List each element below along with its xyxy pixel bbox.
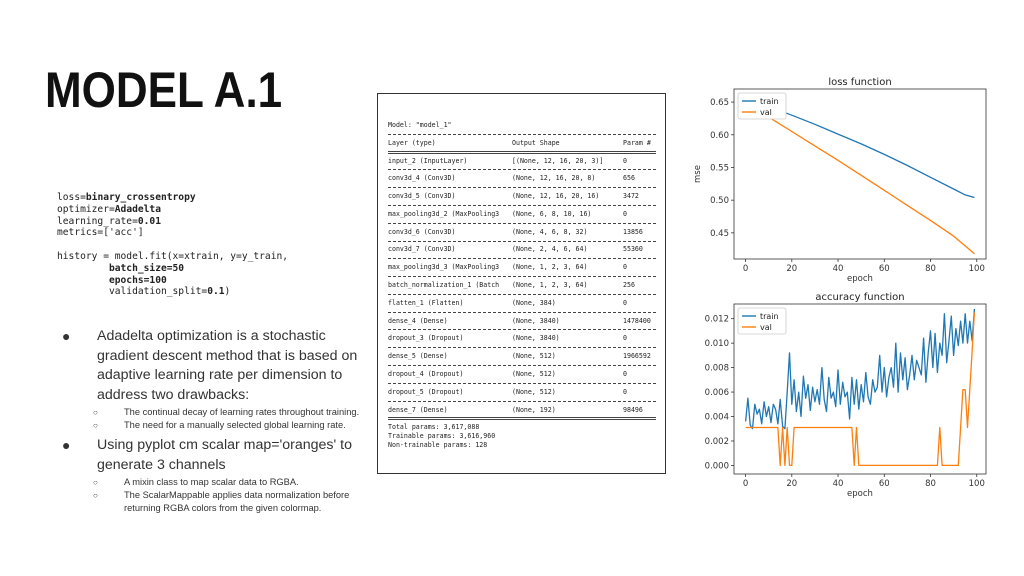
bullet-dot-icon: ● (62, 437, 71, 454)
x-tick-label: 100 (968, 479, 985, 489)
chart-legend (738, 308, 786, 334)
bullet-list (62, 327, 372, 519)
legend-label-train: train (760, 312, 779, 321)
y-tick-label: 0.55 (710, 163, 729, 174)
x-tick-label: 20 (786, 264, 798, 274)
header-output-shape: Output Shape (512, 138, 560, 147)
x-tick-label: 80 (925, 264, 936, 274)
total-params-text: Total params: 3,617,088 (388, 423, 480, 432)
layer-output-shape: (None, 6, 8, 10, 16) (512, 209, 592, 218)
layer-output-shape: (None, 1, 2, 3, 64) (512, 263, 588, 272)
model-name: Model: "model_1" (388, 121, 452, 129)
layer-name: dense_7 (Dense) (388, 405, 448, 414)
layer-output-shape: (None, 3840) (512, 316, 560, 325)
sub-bullet-circle-icon: ○ (93, 407, 98, 417)
model-summary-panel (377, 93, 666, 474)
header-layer: Layer (type) (388, 138, 436, 147)
layer-output-shape: (None, 12, 16, 20, 8) (512, 174, 596, 183)
sub-bullet-text: The ScalarMappable applies data normalization before returning RGBA colors from the given colormap. (124, 489, 350, 514)
chart-legend (738, 93, 786, 119)
code-close-paren: ) (224, 286, 231, 298)
legend-label-train: train (760, 97, 779, 106)
layer-output-shape: (None, 192) (512, 405, 556, 414)
layer-output-shape: (None, 3840) (512, 334, 560, 343)
legend-label-val: val (760, 323, 772, 332)
x-tick-label: 100 (968, 264, 985, 274)
code-loss-value: binary_crossentropy (85, 192, 196, 203)
training-code (57, 192, 288, 298)
layer-param-count: 656 (623, 174, 635, 183)
y-axis-label: mse (693, 165, 703, 183)
bullet-item (62, 327, 372, 406)
layer-name: conv3d_6 (Conv3D) (388, 227, 456, 236)
bullet-text: Adadelta optimization is a stochastic gradient descent method that is based on adaptive learning rate per dimension to address two drawbacks: (97, 328, 358, 404)
code-metrics: metrics=['acc'] (57, 227, 144, 239)
code-validation-key: validation_split= (108, 286, 208, 298)
chart-title: loss function (828, 77, 892, 88)
y-tick-label: 0.004 (704, 412, 729, 423)
y-tick-label: 0.65 (710, 98, 729, 109)
code-loss-key: loss= (57, 192, 86, 203)
x-tick-label: 0 (742, 264, 749, 274)
layer-param-count: 0 (623, 156, 627, 165)
y-tick-label: 0.000 (704, 461, 729, 472)
sub-bullet-item (27, 419, 372, 432)
chart-title: accuracy function (815, 292, 905, 303)
layer-output-shape: (None, 4, 6, 8, 32) (512, 227, 588, 236)
x-tick-label: 80 (925, 479, 936, 489)
accuracy-chart (690, 290, 990, 502)
layer-name: batch_normalization_1 (Batch (388, 281, 500, 290)
layer-output-shape: (None, 384) (512, 298, 556, 307)
bullet-dot-icon: ● (62, 328, 71, 344)
loss-chart (690, 75, 990, 287)
trainable-params-text: Trainable params: 3,616,960 (388, 432, 496, 441)
slide-title: MODEL A.1 (45, 62, 283, 118)
code-epochs: epochs=100 (108, 274, 167, 286)
bullet-text: Using pyplot cm scalar map='oranges' to generate 3 channels (97, 437, 353, 473)
code-fit: history = model.fit(x=xtrain, y=y_train, (57, 250, 289, 262)
layer-param-count: 0 (623, 263, 627, 272)
sub-bullet-item (27, 406, 372, 419)
layer-output-shape: (None, 512) (512, 387, 556, 396)
layer-param-count: 0 (623, 298, 627, 307)
layer-name: input_2 (InputLayer) (388, 156, 468, 165)
y-tick-label: 0.45 (710, 228, 729, 239)
sub-bullet-text: A mixin class to map scalar data to RGBA. (124, 476, 299, 487)
layer-output-shape: (None, 512) (512, 369, 556, 378)
layer-param-count: 55360 (623, 245, 643, 254)
x-tick-label: 20 (786, 479, 798, 489)
layer-name: max_pooling3d_3 (MaxPooling3 (388, 263, 500, 272)
x-axis-label: epoch (847, 274, 873, 284)
y-tick-label: 0.012 (704, 314, 729, 325)
code-batch-size: batch_size=50 (108, 262, 185, 274)
legend-label-val: val (760, 108, 772, 117)
layer-output-shape: (None, 1, 2, 3, 64) (512, 281, 588, 290)
sub-bullet-item (27, 476, 372, 489)
layer-name: dense_4 (Dense) (388, 316, 448, 325)
layer-name: max_pooling3d_2 (MaxPooling3 (388, 209, 500, 218)
layer-output-shape: (None, 12, 16, 20, 16) (512, 192, 600, 201)
layer-param-count: 13856 (623, 227, 643, 236)
layer-name: conv3d_7 (Conv3D) (388, 245, 456, 254)
sub-bullet-text: The continual decay of learning rates throughout training. (124, 406, 360, 417)
layer-output-shape: (None, 512) (512, 352, 556, 361)
sub-bullet-text: The need for a manually selected global learning rate. (124, 420, 346, 431)
y-tick-label: 0.60 (710, 130, 729, 141)
layer-param-count: 0 (623, 334, 627, 343)
sub-bullet-list (62, 406, 372, 432)
x-tick-label: 0 (742, 479, 749, 489)
layer-param-count: 98496 (623, 405, 643, 414)
layer-name: conv3d_4 (Conv3D) (388, 174, 456, 183)
bullet-item (62, 436, 372, 475)
code-optimizer-value: Adadelta (114, 203, 161, 215)
sub-bullet-circle-icon: ○ (93, 477, 98, 487)
code-lr-value: 0.01 (137, 215, 161, 227)
x-axis-label: epoch (847, 489, 873, 499)
layer-param-count: 1478400 (623, 316, 651, 325)
code-optimizer-key: optimizer= (57, 203, 115, 215)
layer-output-shape: [(None, 12, 16, 20, 3)] (512, 156, 604, 165)
layer-param-count: 0 (623, 369, 627, 378)
sub-bullet-circle-icon: ○ (93, 421, 98, 431)
y-tick-label: 0.008 (704, 363, 729, 374)
x-tick-label: 60 (878, 264, 890, 274)
layer-param-count: 3472 (623, 192, 639, 201)
layer-name: conv3d_5 (Conv3D) (388, 192, 456, 201)
layer-name: flatten_1 (Flatten) (388, 298, 464, 307)
x-tick-label: 40 (832, 479, 844, 489)
layer-name: dense_5 (Dense) (388, 352, 448, 361)
y-tick-label: 0.002 (704, 436, 729, 447)
layer-name: dropout_5 (Dropout) (388, 387, 464, 396)
layer-param-count: 0 (623, 387, 627, 396)
code-lr-key: learning_rate= (57, 215, 138, 227)
layer-name: dropout_4 (Dropout) (388, 369, 464, 378)
y-tick-label: 0.006 (704, 388, 729, 399)
layer-param-count: 256 (623, 281, 635, 290)
y-tick-label: 0.50 (710, 196, 729, 207)
sub-bullet-circle-icon: ○ (93, 490, 98, 500)
code-validation-value: 0.1 (207, 286, 225, 298)
non-trainable-params-text: Non-trainable params: 128 (388, 441, 488, 450)
layer-name: dropout_3 (Dropout) (388, 334, 464, 343)
layer-param-count: 1966592 (623, 352, 651, 361)
x-tick-label: 40 (832, 264, 844, 274)
x-tick-label: 60 (878, 479, 890, 489)
sub-bullet-list (62, 476, 372, 516)
layer-output-shape: (None, 2, 4, 6, 64) (512, 245, 588, 254)
sub-bullet-item (27, 489, 372, 515)
y-tick-label: 0.010 (704, 339, 729, 350)
header-param: Param # (623, 138, 651, 147)
layer-param-count: 0 (623, 209, 627, 218)
